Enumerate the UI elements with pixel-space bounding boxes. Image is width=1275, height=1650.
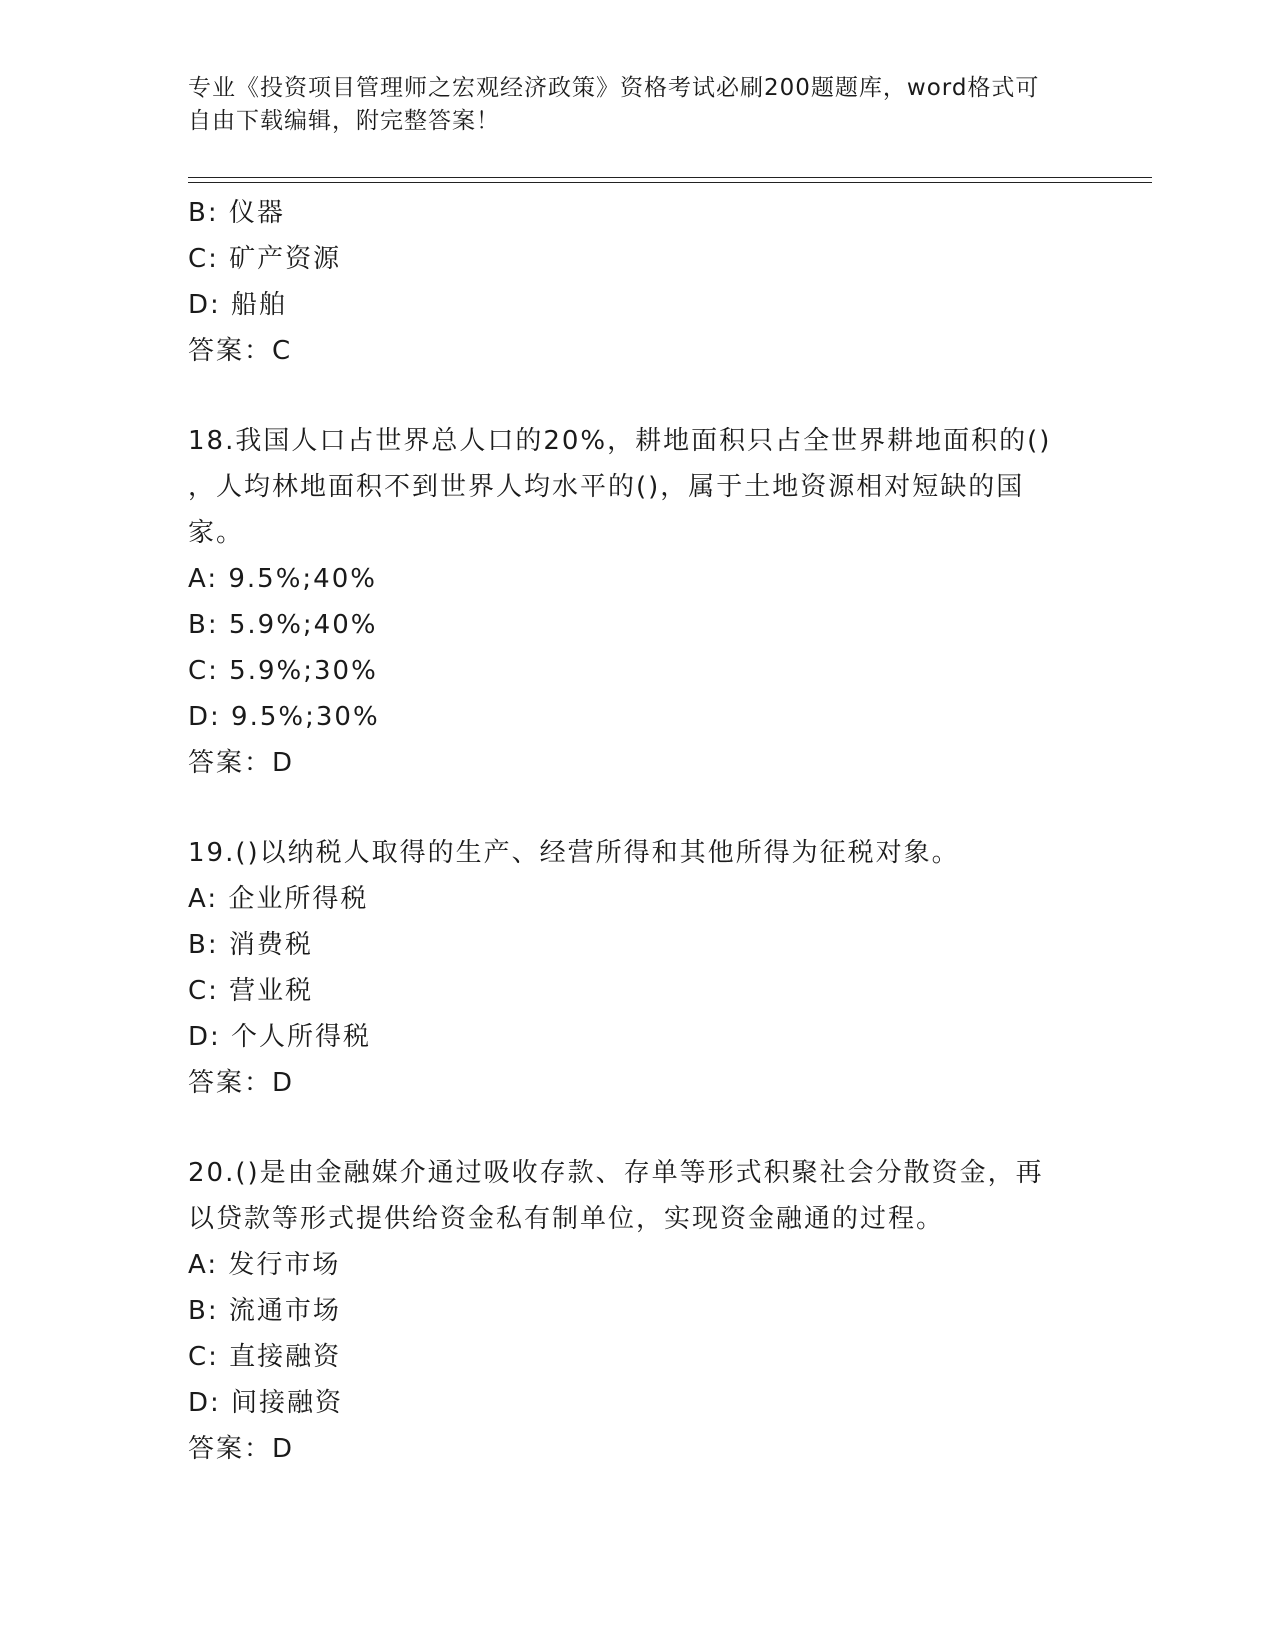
question-20 xyxy=(188,1150,1088,1472)
question-18 xyxy=(188,418,1088,786)
option-d: D: 个人所得税 xyxy=(188,1022,372,1052)
question-list xyxy=(188,190,1088,1472)
question-19 xyxy=(188,830,1088,1106)
option-b: B: 5.9%;40% xyxy=(188,610,378,640)
answer-line: 答案：C xyxy=(188,336,293,366)
question-text-line: 以贷款等形式提供给资金私有制单位，实现资金融通的过程。 xyxy=(188,1204,945,1234)
question-text-line: 家。 xyxy=(188,518,245,548)
option-c: C: 营业税 xyxy=(188,976,314,1006)
header-divider-top xyxy=(188,177,1152,178)
header-line-2: 自由下载编辑，附完整答案！ xyxy=(188,108,500,134)
option-b: B: 流通市场 xyxy=(188,1296,341,1326)
option-a: A: 9.5%;40% xyxy=(188,564,377,594)
question-text-line: 19.()以纳税人取得的生产、经营所得和其他所得为征税对象。 xyxy=(188,838,960,868)
question-text-line: 20.()是由金融媒介通过吸收存款、存单等形式积聚社会分散资金，再 xyxy=(188,1158,1044,1188)
question-text-line: ，人均林地面积不到世界人均水平的()，属于土地资源相对短缺的国 xyxy=(188,472,1025,502)
option-c: C: 5.9%;30% xyxy=(188,656,378,686)
answer-line: 答案：D xyxy=(188,1068,295,1098)
option-c: C: 矿产资源 xyxy=(188,244,342,274)
option-c: C: 直接融资 xyxy=(188,1342,342,1372)
question-17-tail xyxy=(188,190,1088,374)
header-line-1: 专业《投资项目管理师之宏观经济政策》资格考试必刷200题题库，word格式可 xyxy=(188,75,1040,101)
question-text-line: 18.我国人口占世界总人口的20%，耕地面积只占全世界耕地面积的() xyxy=(188,426,1052,456)
option-a: A: 发行市场 xyxy=(188,1250,341,1280)
option-b: B: 仪器 xyxy=(188,198,285,228)
header-divider-bottom xyxy=(188,182,1152,183)
option-d: D: 船舶 xyxy=(188,290,288,320)
answer-line: 答案：D xyxy=(188,1434,295,1464)
option-b: B: 消费税 xyxy=(188,930,313,960)
option-a: A: 企业所得税 xyxy=(188,884,369,914)
answer-line: 答案：D xyxy=(188,748,295,778)
option-d: D: 间接融资 xyxy=(188,1388,344,1418)
document-header xyxy=(188,72,1088,138)
option-d: D: 9.5%;30% xyxy=(188,702,380,732)
